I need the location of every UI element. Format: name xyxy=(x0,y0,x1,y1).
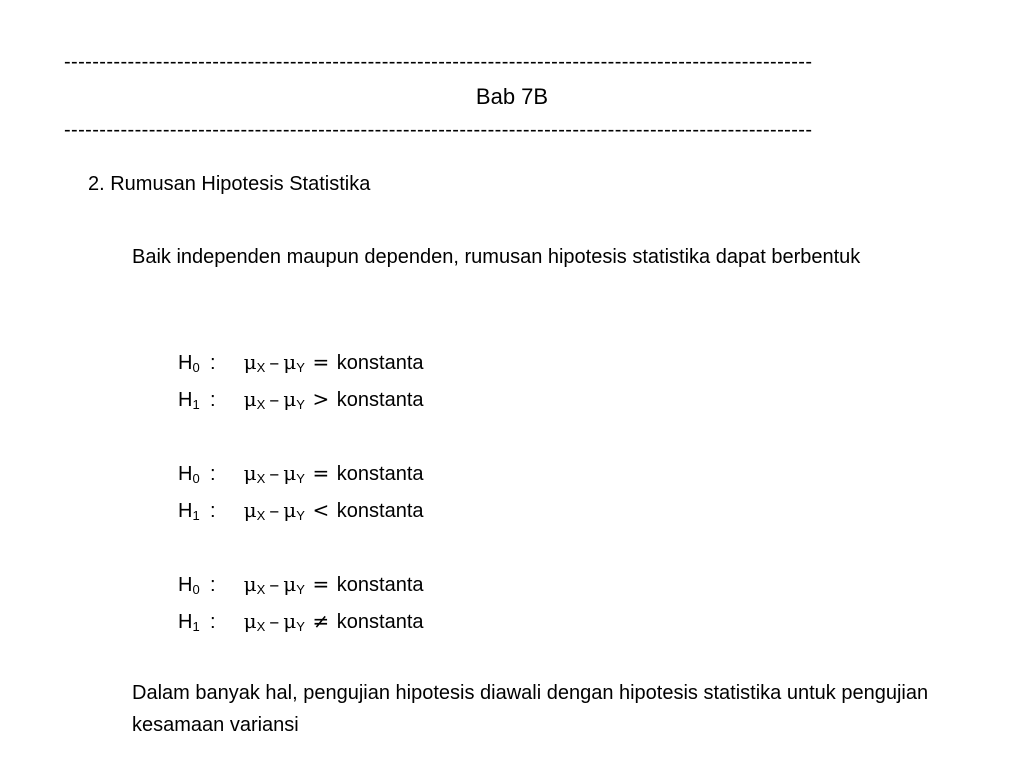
hypothesis-h0-pair3: $H_0$ : $\mu_X - \mu_Y$ = konstanta xyxy=(178,572,424,597)
bottom-dashed-rule: ---------------------------------------------------------------------------------------------------------- xyxy=(64,119,813,141)
relation-equal: = xyxy=(312,350,330,374)
hypothesis-h0-pair2: $H_0$ : $\mu_X - \mu_Y$ = konstanta xyxy=(178,461,424,486)
intro-paragraph: Baik independen maupun dependen, rumusan hipotesis statistika dapat berbentuk xyxy=(132,246,861,268)
relation-greater: > xyxy=(312,387,330,411)
relation-equal: = xyxy=(312,461,330,485)
section-heading: 2. Rumusan Hipotesis Statistika xyxy=(88,173,371,195)
hypothesis-h1-pair1: $H_1$ : $\mu_X - \mu_Y$ > konstanta xyxy=(178,387,424,412)
hypothesis-h1-pair3: $H_1$ : $\mu_X - \mu_Y$ ≠ konstanta xyxy=(178,609,424,634)
relation-less: < xyxy=(312,498,330,522)
relation-equal: = xyxy=(312,572,330,596)
hypothesis-h1-pair2: $H_1$ : $\mu_X - \mu_Y$ < konstanta xyxy=(178,498,424,523)
top-dashed-rule: ---------------------------------------------------------------------------------------------------------- xyxy=(64,51,813,73)
hypothesis-h0-pair1: $H_0$ : $\mu_X - \mu_Y$ = konstanta xyxy=(178,350,424,375)
closing-paragraph: Dalam banyak hal, pengujian hipotesis diawali dengan hipotesis statistika untuk pengujian kesamaan variansi xyxy=(132,682,929,736)
relation-not-equal: ≠ xyxy=(312,609,330,633)
slide-title: Bab 7B xyxy=(475,84,549,109)
